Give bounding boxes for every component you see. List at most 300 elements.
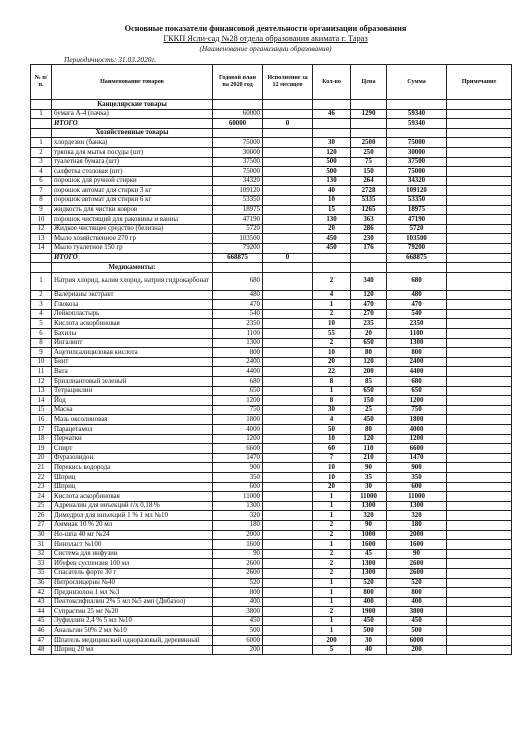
cell-price: 470 [351,300,387,310]
cell-sum: 4000 [387,425,447,435]
cell-exec [263,444,313,454]
cell-num: 11 [31,367,52,377]
cell-qty: 7 [313,453,351,463]
cell-exec [263,636,313,646]
cell-empty [263,128,313,138]
cell-exec [263,386,313,396]
cell-price: 75 [351,157,387,167]
cell-empty [447,119,512,129]
section-title: Медикаменты: [52,263,213,273]
cell-name: Ингалипт [52,338,213,348]
cell-plan: 650 [213,386,263,396]
cell-sum: 53350 [387,195,447,205]
cell-empty [263,263,313,273]
cell-qty: 8 [313,377,351,387]
cell-note [447,167,512,177]
cell-name: Перекись водорода [52,463,213,473]
cell-name: Бахилы [52,329,213,339]
cell-exec [263,147,313,157]
cell-note [447,559,512,569]
cell-price: 1300 [351,559,387,569]
cell-price: 30 [351,636,387,646]
cell-qty: 2 [313,549,351,559]
cell-note [447,205,512,215]
cell-name: Эуфиллин 2,4 % 5 мл №10 [52,616,213,626]
cell-sum: 30000 [387,147,447,157]
cell-note [447,415,512,425]
cell-qty: 1 [313,626,351,636]
cell-qty: 2 [313,272,351,290]
table-row [31,224,512,234]
cell-sum: 450 [387,616,447,626]
cell-plan: 1200 [213,434,263,444]
cell-price: 120 [351,357,387,367]
cell-exec [263,224,313,234]
cell-price: 25 [351,405,387,415]
cell-num: 27 [31,520,52,530]
cell-qty: 20 [313,357,351,367]
total-plan: 60000 [213,119,263,129]
cell-name: хлордезин (банка) [52,138,213,148]
table-row [31,147,512,157]
table-row [31,549,512,559]
cell-num: 45 [31,616,52,626]
cell-num: 10 [31,357,52,367]
cell-exec [263,367,313,377]
cell-exec [263,319,313,329]
cell-qty: 120 [313,147,351,157]
cell-num: 1 [31,109,52,119]
cell-price: 230 [351,234,387,244]
cell-exec [263,645,313,655]
cell-plan: 680 [213,272,263,290]
document-title: Основные показатели финансовой деятельности организации образования [124,24,407,33]
cell-name: Мыло туалетное 150 гр [52,243,213,253]
cell-num: 3 [31,157,52,167]
cell-exec [263,329,313,339]
table-row [31,636,512,646]
cell-name: Димедрол для инъекций 1 % 1 мл №10 [52,511,213,521]
section-header-row [31,263,512,273]
cell-exec [263,482,313,492]
cell-exec [263,434,313,444]
cell-exec [263,300,313,310]
table-row [31,234,512,244]
cell-exec [263,396,313,406]
cell-price: 85 [351,377,387,387]
cell-price: 1265 [351,205,387,215]
table-row [31,463,512,473]
cell-plan: 470 [213,300,263,310]
cell-num: 31 [31,540,52,550]
cell-name: Валерианы экстракт [52,290,213,300]
cell-qty: 1 [313,492,351,502]
table-row [31,520,512,530]
table-row [31,329,512,339]
cell-note [447,176,512,186]
cell-empty [351,263,387,273]
table-row [31,186,512,196]
cell-sum: 2000 [387,530,447,540]
table-row [31,415,512,425]
table-row [31,472,512,482]
cell-note [447,215,512,225]
table-row [31,626,512,636]
cell-sum: 5720 [387,224,447,234]
table-row [31,588,512,598]
cell-name: Аммиак 10 % 20 мл [52,520,213,530]
cell-qty: 500 [313,157,351,167]
cell-exec [263,234,313,244]
cell-num: 5 [31,319,52,329]
cell-sum: 75000 [387,138,447,148]
cell-plan: 350 [213,472,263,482]
cell-name: Ацетилсалициловая кислота [52,348,213,358]
cell-qty: 30 [313,405,351,415]
cell-qty: 10 [313,434,351,444]
cell-price: 400 [351,597,387,607]
total-sum: 668875 [387,253,447,263]
cell-plan: 180 [213,520,263,530]
cell-plan: 6000 [213,636,263,646]
cell-exec [263,138,313,148]
cell-exec [263,357,313,367]
cell-empty [447,128,512,138]
cell-plan: 47190 [213,215,263,225]
cell-num: 36 [31,578,52,588]
cell-num: 21 [31,463,52,473]
cell-price: 2500 [351,138,387,148]
cell-note [447,626,512,636]
cell-qty: 10 [313,348,351,358]
cell-exec [263,157,313,167]
cell-num: 8 [31,338,52,348]
cell-price: 20 [351,329,387,339]
cell-sum: 18975 [387,205,447,215]
cell-exec [263,588,313,598]
cell-exec [263,377,313,387]
cell-qty: 2 [313,568,351,578]
cell-sum: 520 [387,578,447,588]
cell-qty: 1 [313,588,351,598]
cell-qty: 15 [313,205,351,215]
cell-note [447,396,512,406]
cell-price: 176 [351,243,387,253]
cell-note [447,616,512,626]
cell-note [447,444,512,454]
cell-sum: 2600 [387,568,447,578]
cell-num: 47 [31,636,52,646]
cell-num: 30 [31,530,52,540]
cell-qty: 20 [313,482,351,492]
cell-sum: 540 [387,309,447,319]
cell-plan: 75000 [213,138,263,148]
total-plan: 668875 [213,253,263,263]
cell-num: 20 [31,453,52,463]
cell-note [447,549,512,559]
cell-name: Натрия хлорид, калия хлорид, натрия гидрокарбонат [52,272,213,290]
table-row [31,272,512,290]
cell-name: бумага А-4 (пачка) [52,109,213,119]
cell-price: 120 [351,290,387,300]
cell-plan: 4000 [213,425,263,435]
cell-note [447,607,512,617]
cell-plan: 1300 [213,338,263,348]
cell-empty [263,100,313,110]
cell-name: Спасатель форте 30 г [52,568,213,578]
cell-price: 1900 [351,607,387,617]
cell-qty: 4 [313,290,351,300]
cell-qty: 500 [313,167,351,177]
cell-qty: 2 [313,338,351,348]
cell-name: Перчатки [52,434,213,444]
cell-exec [263,338,313,348]
cell-num: 7 [31,186,52,196]
cell-qty: 22 [313,367,351,377]
table-row [31,482,512,492]
cell-price: 150 [351,396,387,406]
col-header-exec: Исполнение за 12 месяцев [263,65,313,100]
cell-note [447,597,512,607]
cell-exec [263,559,313,569]
organization-name: ГККП Ясли-сад №28 отдела образования акимата г. Тараз [163,34,368,43]
cell-note [447,645,512,655]
cell-sum: 750 [387,405,447,415]
cell-sum: 1300 [387,338,447,348]
table-row [31,109,512,119]
cell-price: 45 [351,549,387,559]
table-row [31,157,512,167]
cell-name: Вата [52,367,213,377]
cell-exec [263,520,313,530]
cell-exec [263,243,313,253]
cell-num: 25 [31,501,52,511]
cell-empty [447,253,512,263]
cell-note [447,425,512,435]
cell-empty [351,128,387,138]
cell-sum: 1200 [387,434,447,444]
table-row [31,501,512,511]
cell-price: 520 [351,578,387,588]
cell-sum: 109120 [387,186,447,196]
cell-name: Шприц [52,472,213,482]
cell-name: Фуразолидон [52,453,213,463]
cell-name: тряпка для мытья посуды (шт) [52,147,213,157]
cell-qty: 2 [313,607,351,617]
cell-name: Бриллиантовый зеленый [52,377,213,387]
table-row [31,348,512,358]
cell-plan: 320 [213,511,263,521]
cell-sum: 2350 [387,319,447,329]
cell-sum: 90 [387,549,447,559]
cell-price: 1600 [351,540,387,550]
cell-qty: 8 [313,396,351,406]
cell-sum: 480 [387,290,447,300]
cell-sum: 800 [387,588,447,598]
total-row [31,119,512,129]
cell-plan: 1470 [213,453,263,463]
cell-name: Жидкое чистящее средство (белизна) [52,224,213,234]
cell-qty: 2 [313,309,351,319]
cell-sum: 470 [387,300,447,310]
cell-price: 200 [351,367,387,377]
cell-num: 2 [31,290,52,300]
cell-name: Лейкопластырь [52,309,213,319]
cell-num: 15 [31,405,52,415]
cell-sum: 650 [387,386,447,396]
cell-sum: 2600 [387,559,447,569]
cell-price: 110 [351,444,387,454]
cell-price: 650 [351,386,387,396]
table-row [31,559,512,569]
cell-sum: 11000 [387,492,447,502]
table-row [31,444,512,454]
cell-exec [263,626,313,636]
cell-num: 10 [31,215,52,225]
cell-name: Супрастин 25 мг №20 [52,607,213,617]
cell-plan: 540 [213,309,263,319]
cell-sum: 6000 [387,636,447,646]
cell-note [447,272,512,290]
cell-plan: 5720 [213,224,263,234]
cell-name: Мыло хозяйственное 270 гр [52,234,213,244]
cell-note [447,195,512,205]
cell-exec [263,530,313,540]
table-row [31,645,512,655]
cell-sum: 680 [387,377,447,387]
cell-exec [263,578,313,588]
cell-num: 6 [31,176,52,186]
table-row [31,386,512,396]
cell-plan: 450 [213,616,263,626]
cell-name: порошок автомат для стирки 6 кг [52,195,213,205]
cell-name: Анальгин 50% 2 мл №10 [52,626,213,636]
financial-table [30,64,512,655]
cell-price: 80 [351,425,387,435]
col-header-plan: Годовой план на 2020 год [213,65,263,100]
cell-plan: 1200 [213,396,263,406]
section-title: Канцелярские товары [52,100,213,110]
cell-sum: 103500 [387,234,447,244]
cell-name: Пентоксифиллин 2% 5 мл №5 амп (Дибазол) [52,597,213,607]
cell-plan: 680 [213,377,263,387]
total-label: ИТОГО [52,253,213,263]
cell-exec [263,549,313,559]
cell-sum: 500 [387,626,447,636]
cell-num: 18 [31,434,52,444]
cell-exec [263,568,313,578]
cell-num: 4 [31,167,52,177]
cell-plan: 2400 [213,357,263,367]
cell-empty [351,100,387,110]
cell-exec [263,540,313,550]
cell-plan: 2350 [213,319,263,329]
cell-num: 17 [31,425,52,435]
cell-num [31,100,52,110]
cell-qty: 1 [313,597,351,607]
cell-qty: 1 [313,616,351,626]
cell-plan: 480 [213,290,263,300]
cell-empty [313,100,351,110]
cell-empty [447,263,512,273]
cell-price: 1300 [351,568,387,578]
cell-plan: 1100 [213,329,263,339]
table-row [31,578,512,588]
table-row [31,492,512,502]
cell-note [447,157,512,167]
cell-name: Но-шпа 40 мг №24 [52,530,213,540]
cell-plan: 750 [213,405,263,415]
cell-note [447,243,512,253]
cell-name: Система для инфузии [52,549,213,559]
cell-note [447,520,512,530]
cell-exec [263,511,313,521]
cell-empty [313,253,351,263]
cell-name: Кислота аскорбиновая [52,492,213,502]
cell-num: 14 [31,396,52,406]
table-row [31,425,512,435]
cell-price: 235 [351,319,387,329]
cell-price: 1290 [351,109,387,119]
cell-note [447,530,512,540]
cell-sum: 37500 [387,157,447,167]
cell-name: Глюкоза [52,300,213,310]
col-header-sum: Сумма [387,65,447,100]
cell-sum: 1300 [387,501,447,511]
cell-name: Адреналин для инъекций г/х 0,18 % [52,501,213,511]
cell-qty: 130 [313,215,351,225]
table-body [31,100,512,655]
cell-empty [313,128,351,138]
cell-note [447,434,512,444]
cell-plan: 900 [213,463,263,473]
cell-name: Преднизолон 1 мл №3 [52,588,213,598]
cell-empty [213,128,263,138]
table-row [31,176,512,186]
cell-qty: 55 [313,329,351,339]
cell-sum: 3800 [387,607,447,617]
cell-empty [213,263,263,273]
table-row [31,195,512,205]
cell-sum: 350 [387,472,447,482]
table-row [31,367,512,377]
cell-plan: 53350 [213,195,263,205]
cell-qty: 10 [313,319,351,329]
table-header-row [31,65,512,100]
cell-name: Шприц 20 мл [52,645,213,655]
cell-qty: 2 [313,530,351,540]
cell-num: 22 [31,472,52,482]
cell-exec [263,272,313,290]
table-row [31,290,512,300]
cell-exec [263,453,313,463]
cell-sum: 2400 [387,357,447,367]
cell-exec [263,167,313,177]
section-header-row [31,100,512,110]
cell-price: 210 [351,453,387,463]
cell-note [447,290,512,300]
cell-sum: 1600 [387,540,447,550]
table-row [31,300,512,310]
cell-num [31,119,52,129]
cell-price: 264 [351,176,387,186]
cell-empty [387,128,447,138]
total-row [31,253,512,263]
cell-sum: 900 [387,463,447,473]
cell-sum: 47190 [387,215,447,225]
cell-plan: 520 [213,578,263,588]
cell-exec [263,472,313,482]
